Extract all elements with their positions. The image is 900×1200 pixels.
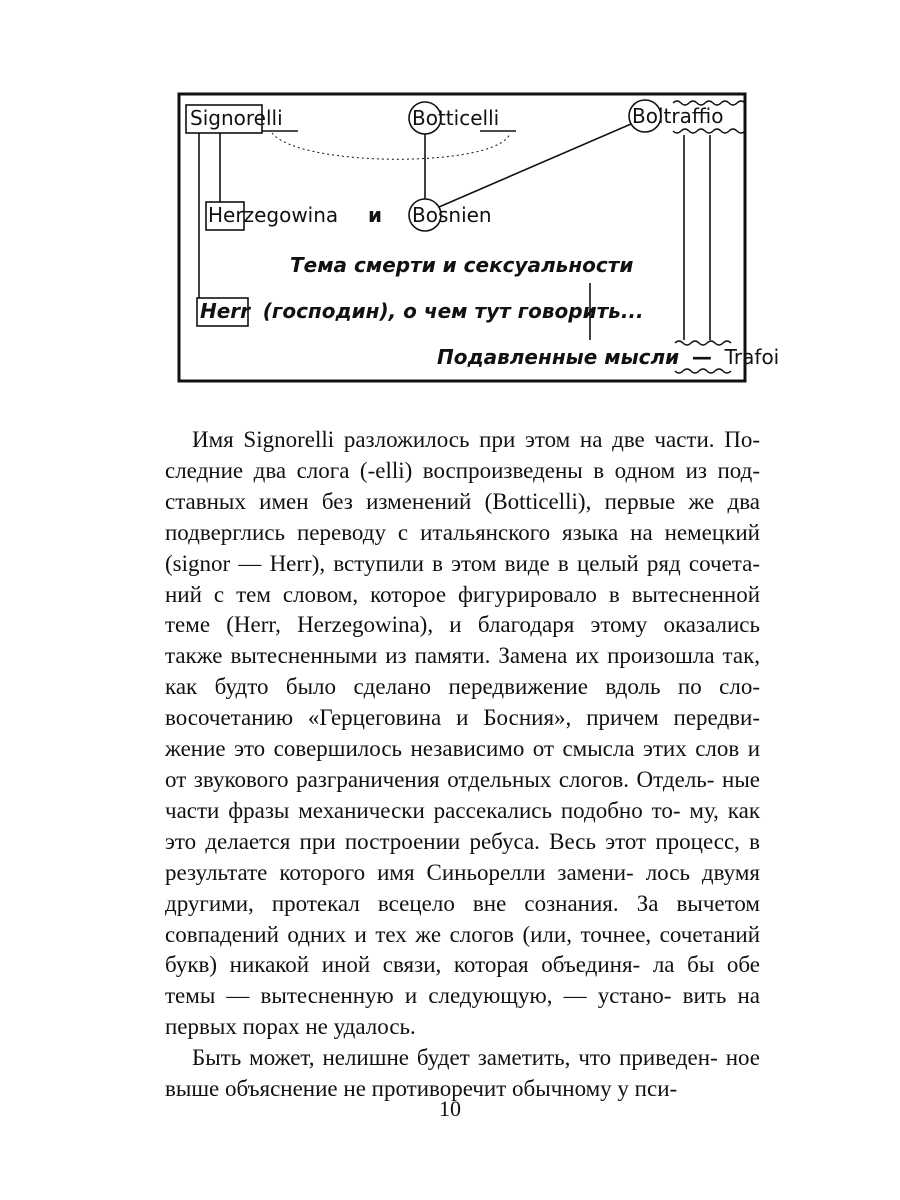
label-bosnien (412, 205, 492, 225)
line-boltraffio-bosnien (439, 124, 631, 207)
suppressed-thoughts: Подавленные мысли (437, 345, 680, 369)
paragraph-line: лось двумя другими, протекал всецело вне сознания. За (165, 859, 761, 916)
label-signorelli (190, 108, 283, 128)
paragraph-line: так, как будто было сделано передвижение вдоль по сло- (165, 643, 760, 700)
paragraph-line: ний с тем словом, которое фигурировало в вытесненной (165, 581, 760, 607)
label-boltraffio (632, 106, 723, 126)
paragraph-line: подверглись переводу с итальянского языка на немецкий (165, 519, 760, 545)
paragraph-line: и от звукового разграничения отдельных слогов. Отдель- (165, 736, 761, 792)
paragraph-line: му, как это делается при построении ребуса. Весь этот (165, 797, 760, 854)
paragraph-line: следние два слога (-elli) воспроизведены в одном из под- (165, 457, 760, 483)
paragraph-1 (165, 425, 760, 1043)
paragraph-line: процесс, в результате которого имя Синьорелли замени- (165, 828, 761, 885)
paragraph-line: жение это совершилось независимо от смысла этих слов (165, 736, 740, 762)
herr-commentary: (господин), о чем тут говорить... (262, 299, 644, 323)
theme-caption: Тема смерти и сексуальности (290, 253, 634, 277)
label-botticelli (412, 108, 499, 128)
paragraph-line: ла бы обе темы — вытесненную и следующую, — устано- (165, 952, 761, 1009)
label-suppressed-line (437, 347, 779, 367)
label-herr-line (200, 301, 644, 321)
signorelli-elli-part: elli (253, 106, 283, 130)
botticelli-rest-part: tticelli (437, 106, 500, 130)
herr-boxed-part: Herr (200, 299, 251, 323)
paragraph-line: Имя Signorelli разложилось при этом на две части. По- (192, 427, 760, 452)
label-conjunction: и (368, 203, 383, 227)
paragraph-line: теме (Herr, Herzegowina), и благодаря этому оказались (165, 612, 760, 638)
diagram-lines (0, 0, 900, 400)
herzegowina-rest-part: zegowina (243, 203, 339, 227)
paragraph-line: сочетаний букв) никакой иной связи, которая объединя- (165, 921, 761, 978)
paragraph-line: ставных имен без изменений (Botticelli), первые же два (165, 488, 760, 514)
paragraph-line: Быть может, нелишне будет заметить, что приведен- (192, 1045, 718, 1071)
body-text (165, 425, 760, 1105)
signorelli-boxed-part: Signor (190, 106, 254, 130)
page-number: 10 (439, 1096, 461, 1121)
suppressed-dash: — (691, 345, 712, 369)
paragraph-line: также вытесненными из памяти. Замена их произошла (165, 643, 715, 669)
botticelli-circled-part: Bo (412, 106, 438, 130)
paragraph-line: ные части фразы механически рассекались подобно то- (165, 766, 760, 823)
paragraph-line: восочетанию «Герцеговина и Босния», причем передви- (165, 705, 760, 731)
herzegowina-boxed-part: Her (208, 203, 244, 227)
dotted-elli-link (272, 133, 510, 159)
bosnien-rest-part: snien (437, 203, 492, 227)
paragraph-line: (signor — Herr), вступили в этом виде в целый ряд сочета- (165, 550, 760, 576)
trafoi-word: Trafoi (724, 345, 780, 369)
wavy-under-trafoi (675, 369, 731, 373)
boltraffio-l-part: l (657, 104, 664, 128)
paragraph-line: вычетом совпадений одних и тех же слогов (или, точнее, (165, 890, 760, 947)
paragraph-line: ное выше объяснение не противоречит обычному у пси- (165, 1045, 761, 1102)
boltraffio-circled-part: Bo (632, 104, 658, 128)
label-herzegowina (208, 205, 338, 225)
boltraffio-traffio-part: traffio (663, 104, 724, 128)
bosnien-circled-part: Bo (412, 203, 438, 227)
signorelli-diagram (0, 0, 900, 400)
paragraph-line: вить на первых порах не удалось. (165, 983, 760, 1040)
diagram-frame (179, 94, 745, 381)
wavy-under-traffio (673, 129, 745, 133)
